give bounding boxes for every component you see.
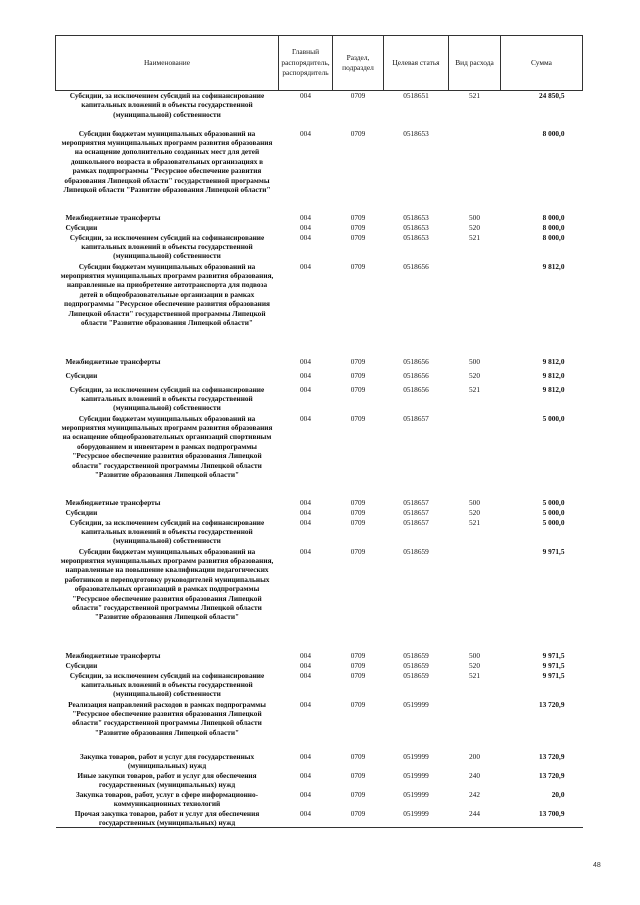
row-name: Иные закупки товаров, работ и услуг для обеспечения государственных (муниципальных) нужд xyxy=(77,770,257,789)
row-summa: 8 000,0 xyxy=(542,128,565,138)
row-glavny: 004 xyxy=(300,751,311,761)
row-razdel: 0709 xyxy=(350,384,366,394)
row-glavny: 004 xyxy=(279,809,333,828)
row-summa: 5 000,0 xyxy=(542,517,565,527)
table-header xyxy=(56,36,583,91)
row-vid xyxy=(449,129,501,213)
row-name: Субсидии xyxy=(65,660,98,670)
row-glavny: 004 xyxy=(300,232,311,242)
row-razdel: 0709 xyxy=(350,497,366,507)
row-celevaya: 0518653 xyxy=(403,222,429,232)
row-summa: 9 812,0 xyxy=(542,356,565,366)
row-glavny: 004 xyxy=(300,660,311,670)
row-name: Закупка товаров, работ, услуг в сфере информационно-коммуникационных технологий xyxy=(75,789,259,808)
row-celevaya: 0518656 xyxy=(403,356,429,366)
row-glavny: 004 xyxy=(300,261,311,271)
row-vid: 200 xyxy=(469,751,480,761)
row-glavny: 004 xyxy=(300,517,311,527)
row-name: Субсидии, за исключением субсидий на софинансирование капитальных вложений в объекты государственной (муниципальной) собственности xyxy=(69,232,265,261)
row-vid: 521 xyxy=(469,232,480,242)
row-celevaya: 0518656 xyxy=(403,370,429,380)
row-razdel: 0709 xyxy=(350,546,366,556)
row-razdel: 0709 xyxy=(350,91,366,100)
row-razdel: 0709 xyxy=(350,751,366,761)
row-name: Субсидии бюджетам муниципальных образований на мероприятия муниципальных программ развития образования, направленные на приобретение автотранспорта для подвоза детей в общеобразовательные организации в рамках подпрограммы "Ресурсное обеспечение развития образования Липецкой области" государственной программы Липецкой области "Развитие образования Липецкой области" xyxy=(60,261,274,327)
row-razdel: 0709 xyxy=(350,699,366,709)
row-razdel: 0709 xyxy=(350,212,366,222)
row-celevaya: 0518659 xyxy=(403,650,429,660)
row-celevaya: 0518657 xyxy=(403,507,429,517)
row-glavny: 004 xyxy=(300,497,311,507)
table-row xyxy=(56,357,583,371)
row-vid xyxy=(449,547,501,651)
row-vid: 244 xyxy=(449,809,501,828)
row-glavny: 004 xyxy=(300,770,311,780)
row-summa: 8 000,0 xyxy=(542,232,565,242)
row-celevaya: 0518659 xyxy=(403,546,429,556)
header-razdel: Раздел, подраздел xyxy=(333,36,384,91)
table-row xyxy=(56,771,583,790)
row-vid: 242 xyxy=(469,789,480,799)
row-name: Межбюджетные трансферты xyxy=(65,650,161,660)
row-vid xyxy=(449,414,501,498)
row-celevaya: 0518651 xyxy=(403,91,429,100)
row-summa: 13 720,9 xyxy=(538,751,565,761)
table-body xyxy=(56,91,583,828)
row-summa: 5 000,0 xyxy=(542,507,565,517)
row-glavny: 004 xyxy=(300,212,311,222)
row-name: Прочая закупка товаров, работ и услуг для обеспечения государственных (муниципальных) нужд xyxy=(56,809,279,828)
row-name: Закупка товаров, работ и услуг для государственных (муниципальных) нужд xyxy=(79,751,255,770)
row-glavny: 004 xyxy=(300,370,311,380)
row-summa: 9 971,5 xyxy=(542,670,565,680)
row-name: Субсидии бюджетам муниципальных образований на мероприятия муниципальных программ развития образования на оснащение общеобразовательных организаций спортивным оборудованием и инвентарем в рамках подпрограммы "Ресурсное обеспечение развития образования Липецкой области" государственной программы Липецкой области "Развитие образования Липецкой области" xyxy=(61,413,273,479)
table-row xyxy=(56,661,583,671)
row-glavny: 004 xyxy=(300,128,311,138)
row-razdel: 0709 xyxy=(350,670,366,680)
row-celevaya: 0518657 xyxy=(403,413,429,423)
table-row xyxy=(56,262,583,357)
row-name: Субсидии, за исключением субсидий на софинансирование капитальных вложений в объекты государственной (муниципальной) собственности xyxy=(69,517,265,546)
table-row xyxy=(56,671,583,700)
row-glavny: 004 xyxy=(300,507,311,517)
header-vid: Вид расхода xyxy=(449,36,501,91)
row-razdel: 0709 xyxy=(350,660,366,670)
row-name: Субсидии, за исключением субсидий на софинансирование капитальных вложений в объекты государственной (муниципальной) собственности xyxy=(69,384,265,413)
row-razdel: 0709 xyxy=(350,507,366,517)
row-vid: 521 xyxy=(469,91,480,100)
table-row xyxy=(56,651,583,661)
row-glavny: 004 xyxy=(300,222,311,232)
table-row xyxy=(56,233,583,262)
row-razdel: 0709 xyxy=(350,770,366,780)
header-celevaya: Целевая статья xyxy=(384,36,449,91)
row-summa: 13 720,9 xyxy=(538,699,565,709)
row-celevaya: 0519999 xyxy=(403,789,429,799)
row-summa: 5 000,0 xyxy=(542,497,565,507)
row-razdel: 0709 xyxy=(333,809,384,828)
row-vid: 520 xyxy=(469,370,480,380)
row-razdel: 0709 xyxy=(350,413,366,423)
row-vid xyxy=(449,262,501,357)
header-glavny: Главный распорядитель, распорядитель xyxy=(279,36,333,91)
table-row xyxy=(56,518,583,547)
row-vid: 500 xyxy=(469,212,480,222)
row-summa: 24 850,5 xyxy=(538,91,565,100)
row-glavny: 004 xyxy=(300,670,311,680)
table-row xyxy=(56,498,583,508)
table-row xyxy=(56,129,583,213)
row-glavny: 004 xyxy=(300,91,311,100)
row-celevaya: 0518656 xyxy=(403,261,429,271)
row-celevaya: 0519999 xyxy=(403,699,429,709)
table-row xyxy=(56,91,583,129)
row-celevaya: 0518653 xyxy=(403,212,429,222)
row-name: Субсидии xyxy=(65,222,98,232)
row-vid: 500 xyxy=(469,356,480,366)
table-row xyxy=(56,223,583,233)
table-row xyxy=(56,213,583,223)
row-name: Межбюджетные трансферты xyxy=(65,212,161,222)
table-row xyxy=(56,385,583,414)
table-row xyxy=(56,371,583,385)
row-name: Субсидии xyxy=(65,507,98,517)
row-name: Межбюджетные трансферты xyxy=(65,356,161,366)
table-row xyxy=(56,700,583,752)
row-vid: 500 xyxy=(469,497,480,507)
row-razdel: 0709 xyxy=(350,356,366,366)
row-glavny: 004 xyxy=(300,356,311,366)
row-glavny: 004 xyxy=(300,699,311,709)
row-glavny: 004 xyxy=(300,650,311,660)
row-razdel: 0709 xyxy=(350,789,366,799)
row-name: Реализация направлений расходов в рамках подпрограммы "Ресурсное обеспечение развития образования Липецкой области" государственной программы Липецкой области "Развитие образования Липецкой области" xyxy=(68,699,266,737)
row-razdel: 0709 xyxy=(350,370,366,380)
page-number: 48 xyxy=(593,862,601,869)
row-glavny: 004 xyxy=(300,413,311,423)
row-razdel: 0709 xyxy=(350,128,366,138)
row-vid: 521 xyxy=(469,384,480,394)
row-razdel: 0709 xyxy=(350,232,366,242)
row-celevaya: 0519999 xyxy=(384,809,449,828)
row-celevaya: 0518657 xyxy=(403,517,429,527)
row-summa: 20,0 xyxy=(551,789,565,799)
row-vid: 521 xyxy=(469,670,480,680)
budget-table xyxy=(55,35,583,828)
row-glavny: 004 xyxy=(300,384,311,394)
row-celevaya: 0519999 xyxy=(403,751,429,761)
row-name: Субсидии, за исключением субсидий на софинансирование капитальных вложений в объекты государственной (муниципальной) собственности xyxy=(69,670,265,699)
row-vid: 520 xyxy=(469,507,480,517)
row-summa: 9 812,0 xyxy=(542,261,565,271)
row-name: Межбюджетные трансферты xyxy=(65,497,161,507)
row-vid: 521 xyxy=(469,517,480,527)
row-celevaya: 0518657 xyxy=(403,497,429,507)
table-row xyxy=(56,809,583,828)
row-summa: 13 700,9 xyxy=(501,809,583,828)
row-razdel: 0709 xyxy=(350,650,366,660)
row-name: Субсидии бюджетам муниципальных образований на мероприятия муниципальных программ развития образования, направленные на повышение квалификации педагогических работников и переподготовку руководителей муниципальных образовательных организаций в рамках подпрограммы "Ресурсное обеспечение развития образования Липецкой области" государственной программы Липецкой области "Развитие образования Липецкой области" xyxy=(60,546,274,622)
row-summa: 9 971,5 xyxy=(542,546,565,556)
header-name: Наименование xyxy=(56,36,279,91)
row-vid: 520 xyxy=(469,222,480,232)
row-vid: 240 xyxy=(469,770,480,780)
row-razdel: 0709 xyxy=(350,517,366,527)
row-summa: 5 000,0 xyxy=(542,413,565,423)
row-name: Субсидии, за исключением субсидий на софинансирование капитальных вложений в объекты государственной (муниципальной) собственности xyxy=(69,91,265,119)
table-row xyxy=(56,547,583,651)
row-celevaya: 0518653 xyxy=(403,232,429,242)
row-summa: 8 000,0 xyxy=(542,222,565,232)
table-row xyxy=(56,752,583,771)
row-summa: 9 971,5 xyxy=(542,660,565,670)
row-razdel: 0709 xyxy=(350,261,366,271)
row-name: Субсидии xyxy=(65,370,98,380)
table-row xyxy=(56,508,583,518)
row-glavny: 004 xyxy=(300,789,311,799)
row-celevaya: 0518659 xyxy=(403,660,429,670)
table-row xyxy=(56,790,583,809)
row-celevaya: 0518659 xyxy=(403,670,429,680)
row-summa: 8 000,0 xyxy=(542,212,565,222)
row-summa: 9 812,0 xyxy=(542,384,565,394)
row-celevaya: 0519999 xyxy=(403,770,429,780)
table-row xyxy=(56,414,583,498)
row-vid xyxy=(449,700,501,752)
row-name: Субсидии бюджетам муниципальных образований на мероприятия муниципальных программ развития образования на оснащение дополнительно созданных мест для детей дошкольного возраста в образовательных организациях в рамках подпрограммы "Ресурсное обеспечение развития образования Липецкой области" государственной программы Липецкой области "Развитие образования Липецкой области" xyxy=(61,128,273,194)
row-glavny: 004 xyxy=(300,546,311,556)
row-summa: 9 971,5 xyxy=(542,650,565,660)
row-celevaya: 0518656 xyxy=(403,384,429,394)
row-razdel: 0709 xyxy=(350,222,366,232)
row-vid: 500 xyxy=(469,650,480,660)
header-summa: Сумма xyxy=(501,36,583,91)
row-celevaya: 0518653 xyxy=(403,128,429,138)
row-summa: 13 720,9 xyxy=(538,770,565,780)
row-summa: 9 812,0 xyxy=(542,370,565,380)
row-vid: 520 xyxy=(469,660,480,670)
